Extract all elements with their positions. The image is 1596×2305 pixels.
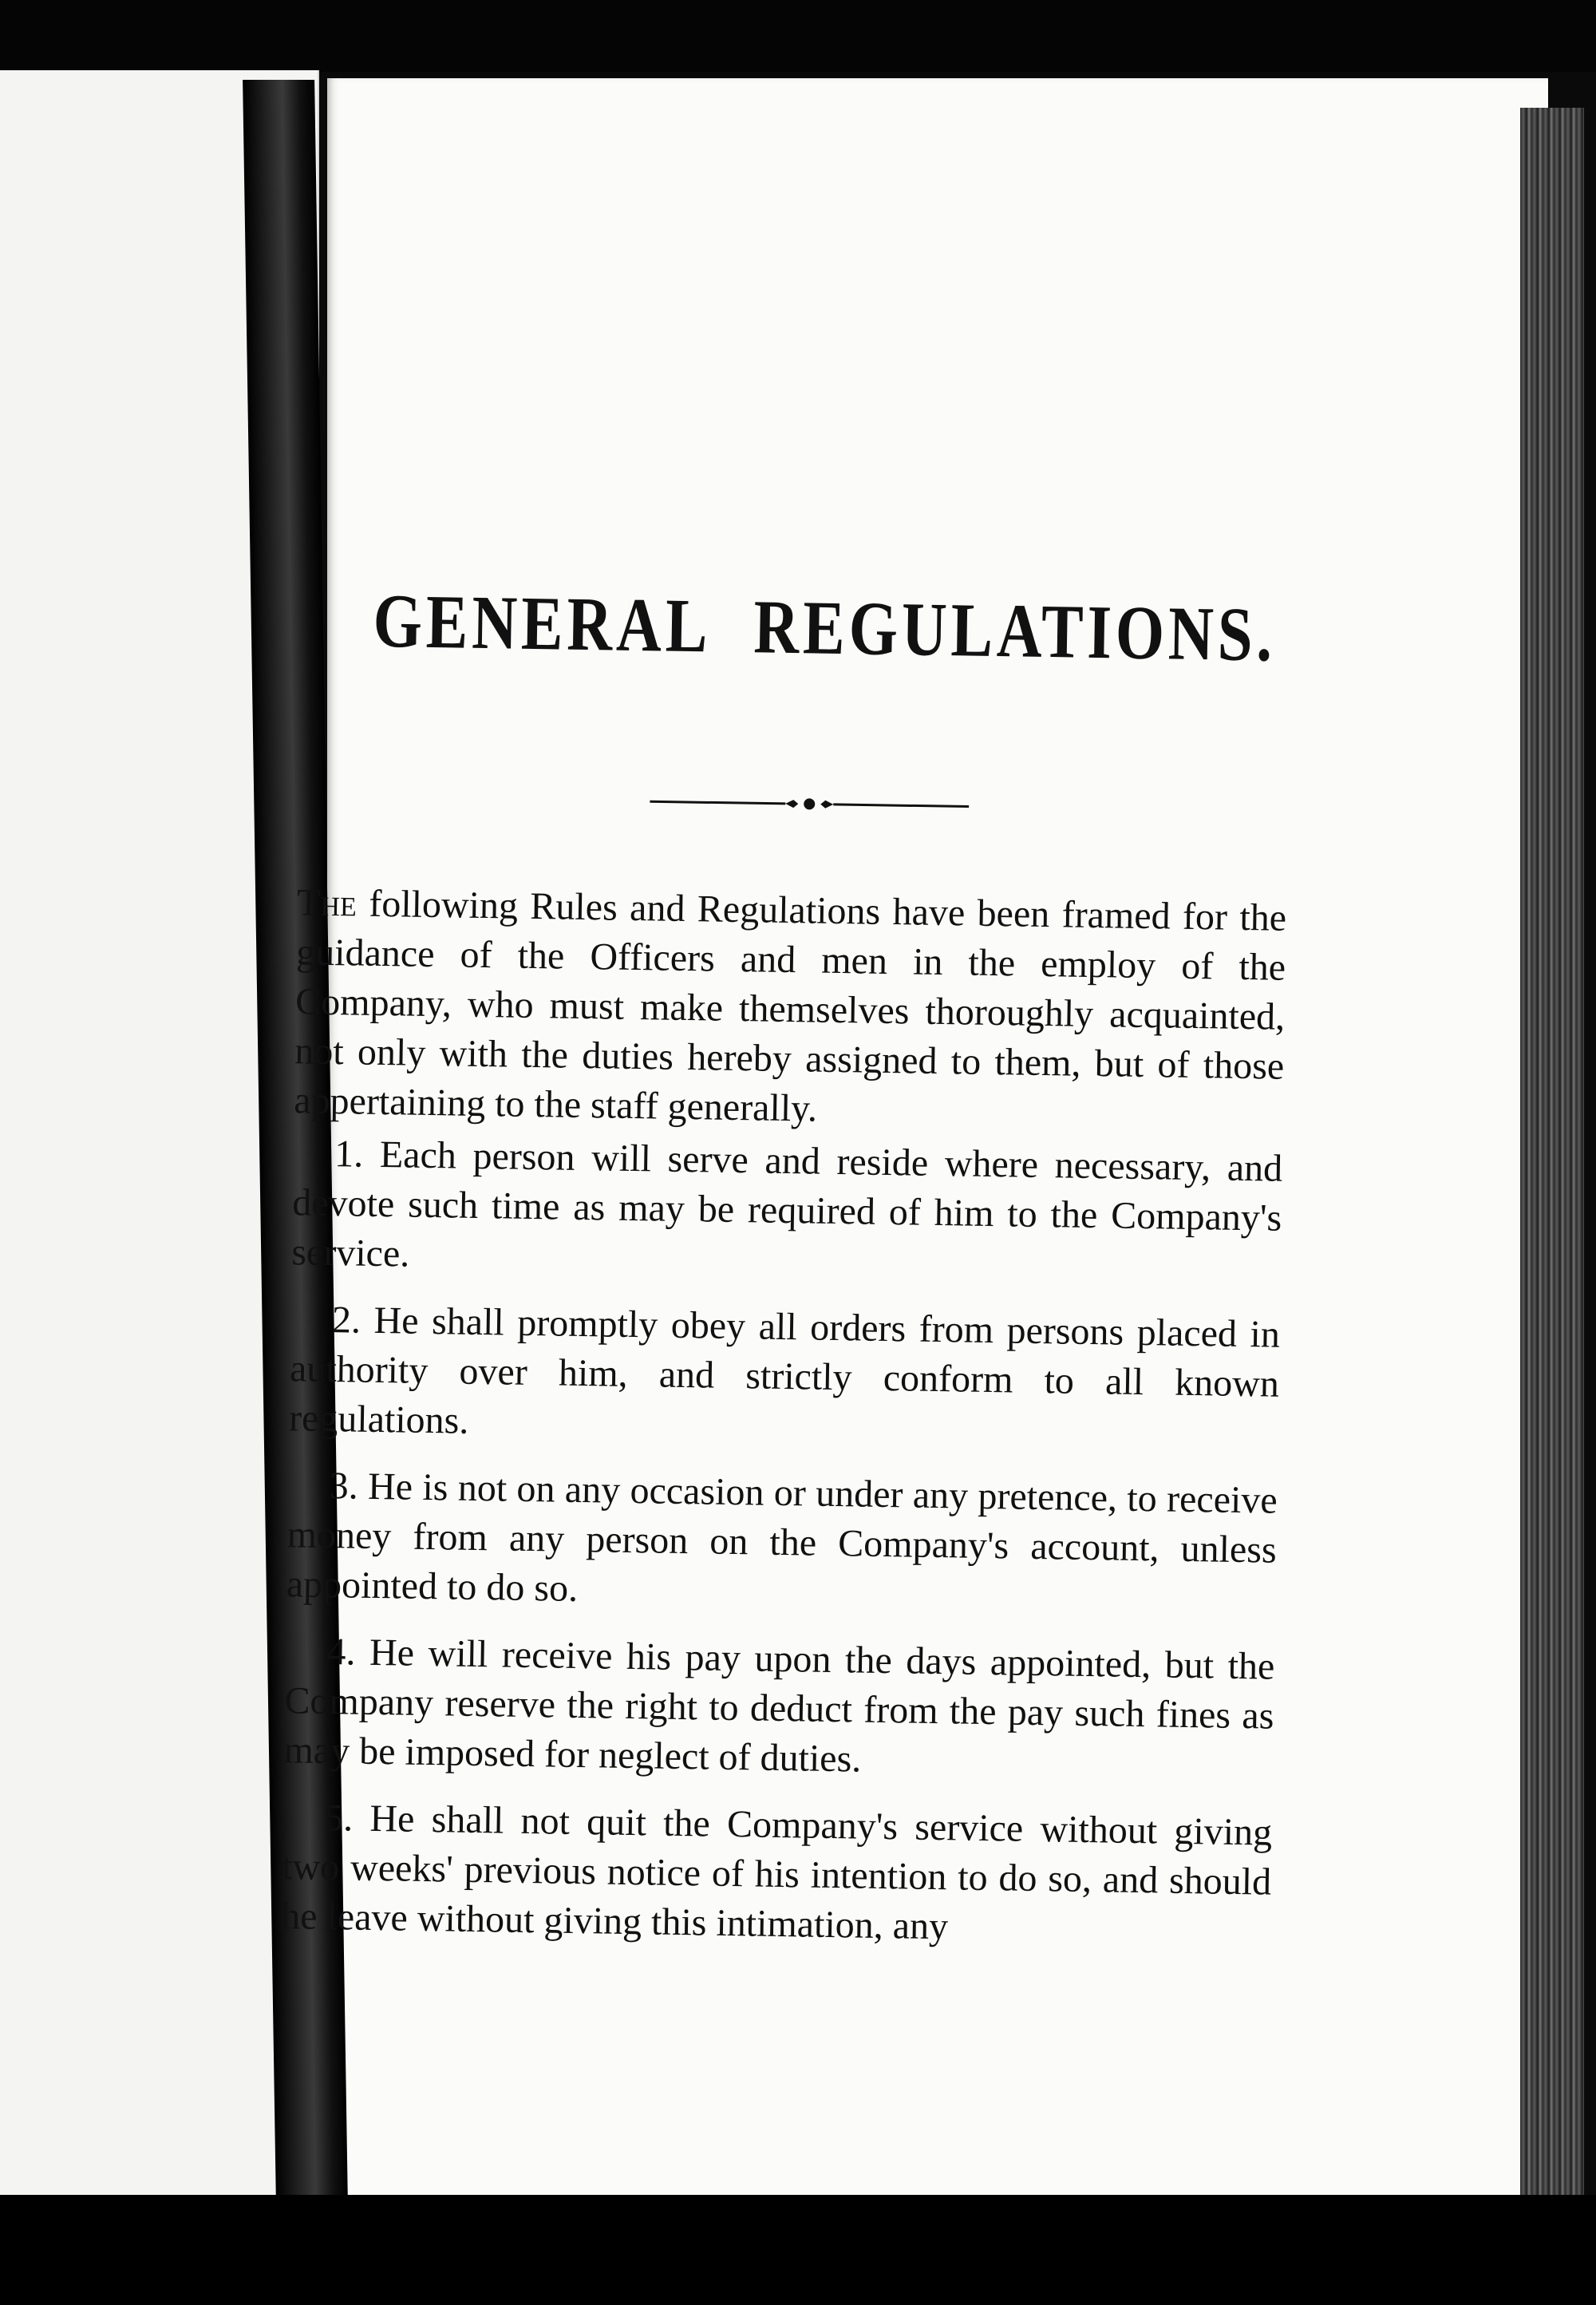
page-edges: [1520, 108, 1584, 2207]
intro-paragraph: [294, 878, 1287, 1141]
rule-4: 4. He will receive his pay upon the days appointed, but the Company reserve the right to deduct from the pay such fines as may be imposed for neglect of duties.: [283, 1631, 1275, 1781]
page-title: GENERAL REGULATIONS.: [372, 577, 1277, 678]
page-content: [254, 0, 1325, 2171]
intro-lead-word: The: [296, 881, 358, 925]
rule-1: 1. Each person will serve and reside where necessary, and devote such time as may be required of him to the Company's service.: [290, 1133, 1283, 1275]
intro-text: following Rules and Regulations have been framed for the guidance of the Officers and men in the employ of the Company, who must make themselves thoroughly acquainted, not only with the duties hereby assigned to them, but of those appertaining to the staff generally.: [293, 882, 1287, 1130]
rule-2: 2. He shall promptly obey all orders from persons placed in authority over him, and strictly conform to all known regulations.: [288, 1299, 1281, 1442]
scan-bottom-border: [0, 2195, 1596, 2305]
title-ornament: [650, 789, 969, 818]
rule-3: 3. He is not on any occasion or under any pretence, to receive money from any person on the Company's account, unless appointed to do so.: [286, 1465, 1278, 1610]
regulations-text: [280, 878, 1286, 1974]
rule-5: 5. He shall not quit the Company's service without giving two weeks' previous notice of his intention to do so, and should he leave without giving this intimation, any: [280, 1797, 1273, 1948]
